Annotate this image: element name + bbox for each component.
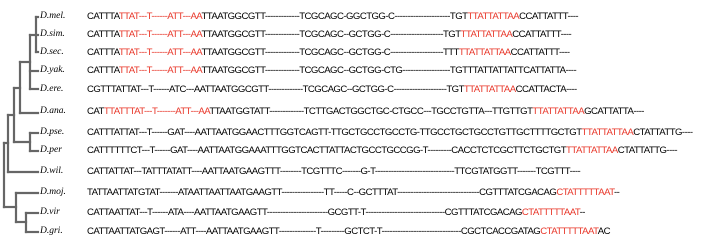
sequence-row xyxy=(87,187,619,198)
sequence-segment: -- xyxy=(579,207,585,218)
sequence-segment: CATTTATTAT---T------GAT----AATTAATGGAACTTTGGTCAGTT-TTGCTGCCTGCCTG-TTGCCTGCTGCCTGTTGCTTTTGCTGT xyxy=(87,127,582,138)
sequence-segment-highlighted: CTATTTTTAAT xyxy=(556,187,615,198)
species-label: D.per xyxy=(40,145,62,155)
species-label: D.pse. xyxy=(40,127,65,137)
sequence-segment: GCATTATTA---- xyxy=(584,106,644,117)
sequence-row xyxy=(87,145,677,156)
species-label: D.sec. xyxy=(40,47,64,57)
sequence-segment-highlighted: TTAT---T------ATT---AA xyxy=(118,47,202,58)
sequence-segment: CATTTA xyxy=(87,11,119,22)
species-label: D.wil. xyxy=(40,166,64,176)
sequence-segment: CCATTATTT---- xyxy=(512,29,572,40)
sequence-row xyxy=(87,207,585,218)
sequence-segment: CATTTA xyxy=(87,47,119,58)
sequence-segment: CTATTATTG---- xyxy=(633,127,693,138)
species-label: D.moj. xyxy=(40,187,66,197)
species-label: D.yak. xyxy=(40,65,65,75)
sequence-segment-highlighted: TTATTATTAA xyxy=(581,127,634,138)
sequence-segment: CATTATTAT---TATTTATATT----AATTAATGAAGTTT--------TCGTTTC-------G-T------------------------------TTCGTATGGTT-------TCGTTT---- xyxy=(87,166,581,177)
sequence-segment-highlighted: TTAT---T------ATT---AA xyxy=(118,29,202,40)
phylogenetic-tree xyxy=(0,0,44,243)
sequence-segment: TATTAATTATGTAT-------ATAATTAATTAATGAAGTT----------------TT-----C--GCTTTAT-------------------------------CGTTTATCGACAG xyxy=(87,187,557,198)
sequence-segment-highlighted: TTATTATTAA xyxy=(566,145,618,156)
sequence-row xyxy=(87,226,610,237)
sequence-row xyxy=(87,166,580,177)
sequence-row xyxy=(87,65,576,76)
sequence-segment: TTAATGGCGTT-------------TCGCAGC--GCTGG-C--------------------TTT xyxy=(201,47,459,58)
species-label: D.mel. xyxy=(40,11,66,21)
sequence-segment: AC xyxy=(597,226,610,237)
sequence-segment: CAT xyxy=(87,106,104,117)
sequence-segment: TTAATGGTATT-------------TCTTGACTGGCTGC-CTGCC---TGCCTGTTA---TTGTTGT xyxy=(209,106,533,117)
sequence-segment: TTAATGGCGTT-------------TCGCAGC--GCTGG-C--------------------TGT xyxy=(201,29,461,40)
sequence-row xyxy=(87,29,571,40)
species-label: D.sim. xyxy=(40,29,65,39)
sequence-segment: CATTAATTAT---T------ATA----AATTAATGAAGTT-----------------------GCGTT-T------------------------------CGTTTATCGACAG xyxy=(87,207,522,218)
sequence-row xyxy=(87,11,578,22)
sequence-segment: -- xyxy=(614,187,620,198)
sequence-segment-highlighted: TTAT---T------ATT---AA xyxy=(118,11,202,22)
sequence-segment: CCATTATTT---- xyxy=(510,47,570,58)
sequence-segment: CCATTACTA---- xyxy=(515,84,577,95)
sequence-segment-highlighted: TTATTATTAA xyxy=(467,11,520,22)
sequence-segment-highlighted: TTATTATTAA xyxy=(463,84,516,95)
species-label: D.vir xyxy=(40,207,60,217)
species-label: D.gri. xyxy=(40,226,63,236)
sequence-segment: CCATTATTT---- xyxy=(519,11,579,22)
species-label: D.ana. xyxy=(40,106,66,116)
sequence-row xyxy=(87,84,577,95)
sequence-segment-highlighted: TTAT---T------ATT---AA xyxy=(118,65,202,76)
sequence-row xyxy=(87,47,570,58)
sequence-segment: CATTTA xyxy=(87,65,119,76)
sequence-segment-highlighted: TTATTATTAA xyxy=(460,29,513,40)
sequence-row xyxy=(87,106,644,117)
sequence-segment-highlighted: CTATTTTTAAT xyxy=(521,207,580,218)
sequence-segment-highlighted: TTATTATTAA xyxy=(532,106,585,117)
sequence-segment: CTATTATTG---- xyxy=(617,145,678,156)
sequence-segment: CATTTA xyxy=(87,29,119,40)
sequence-segment: CATTTTTTCT---T------GAT----AATTAATGGAAATTTGGTCACTTATTACTGCCTGCCGG-T---------CACCTCTCGCTTCTGCTGT xyxy=(87,145,567,156)
sequence-segment: CGTTTATTAT---T------ATC---AATTAATGGCGTT-------------TCGCAGC--GCTGG-C--------------------TGT xyxy=(87,84,464,95)
sequence-segment: TTAATGGCGTT-------------TCGCAGC--GCTGG-CTG------------------TGTTTATTATTATTCATTATTA---- xyxy=(201,65,577,76)
sequence-segment: CATTAATTATGAGT------ATT----AATTAATGAAGTT--------------T---------GCTCT-T------------------------------CGCTCACCGATAG xyxy=(87,226,541,237)
sequence-segment-highlighted: TTATTTAT---T-------ATT---AA xyxy=(103,106,210,117)
species-label: D.ere. xyxy=(40,84,64,94)
sequence-segment-highlighted: TTATTATTAA xyxy=(458,47,511,58)
sequence-segment-highlighted: CTATTTTTAAT xyxy=(540,226,598,237)
sequence-row xyxy=(87,127,693,138)
sequence-segment: TTAATGGCGTT-------------TCGCAGC-GGCTGG-C---------------------TGT xyxy=(201,11,468,22)
